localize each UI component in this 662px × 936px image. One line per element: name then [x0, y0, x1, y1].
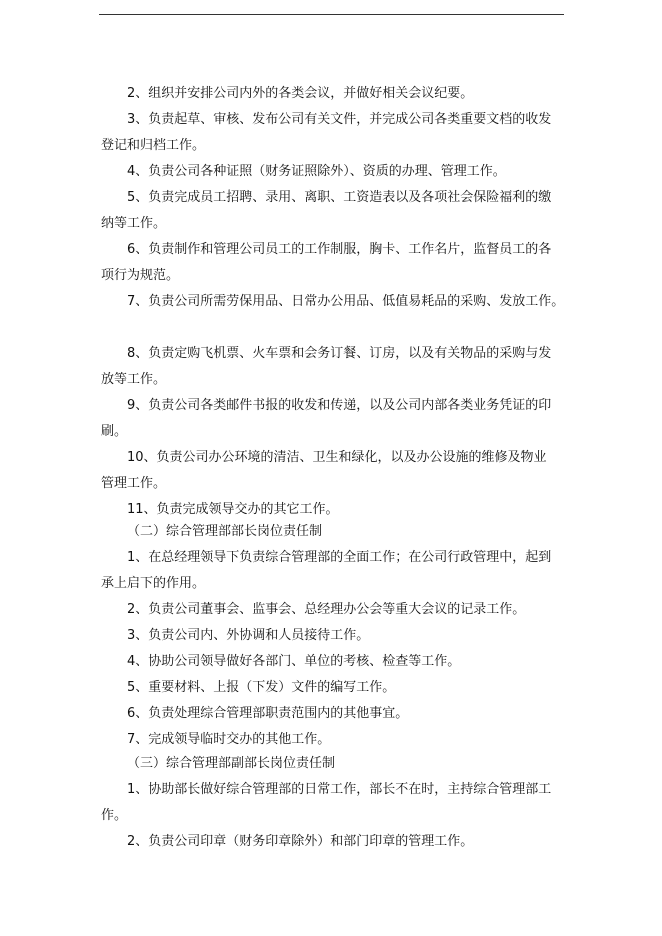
- paragraph-line: 管理工作。: [101, 476, 167, 491]
- paragraph-line: 6、负责处理综合管理部职责范围内的其他事宜。: [127, 706, 409, 721]
- paragraph-line: 1、在总经理领导下负责综合管理部的全面工作；在公司行政管理中，起到: [127, 550, 552, 565]
- paragraph-line: 6、负责制作和管理公司员工的工作制服，胸卡、工作名片，监督员工的各: [127, 242, 552, 257]
- paragraph-line: 5、负责完成员工招聘、录用、离职、工资造表以及各项社会保险福利的缴: [127, 190, 552, 205]
- paragraph-line: 1、协助部长做好综合管理部的日常工作，部长不在时，主持综合管理部工: [127, 782, 552, 797]
- paragraph-line: 8、负责定购飞机票、火车票和会务订餐、订房，以及有关物品的采购与发: [127, 346, 552, 361]
- paragraph-line: 3、负责起草、审核、发布公司有关文件，并完成公司各类重要文档的收发: [127, 112, 552, 127]
- paragraph-line: 11、负责完成领导交办的其它工作。: [127, 502, 339, 517]
- paragraph-line: 2、负责公司董事会、监事会、总经理办公会等重大会议的记录工作。: [127, 602, 526, 617]
- paragraph-line: 纳等工作。: [101, 216, 167, 231]
- paragraph-line: 承上启下的作用。: [101, 576, 206, 591]
- paragraph-line: 5、重要材料、上报（下发）文件的编写工作。: [127, 680, 396, 695]
- paragraph-line: 4、负责公司各种证照（财务证照除外）、资质的办理、管理工作。: [127, 164, 506, 179]
- paragraph-line: 2、组织并安排公司内外的各类会议，并做好相关会议纪要。: [127, 86, 474, 101]
- paragraph-line: 4、协助公司领导做好各部门、单位的考核、检查等工作。: [127, 654, 461, 669]
- paragraph-line: 7、完成领导临时交办的其他工作。: [127, 732, 331, 747]
- paragraph-line: 3、负责公司内、外协调和人员接待工作。: [127, 628, 370, 643]
- section-heading: （三）综合管理部副部长岗位责任制: [127, 756, 336, 771]
- paragraph-line: 项行为规范。: [101, 268, 180, 283]
- paragraph-line: 9、负责公司各类邮件书报的收发和传递，以及公司内部各类业务凭证的印: [127, 398, 552, 413]
- header-rule: [99, 14, 564, 15]
- paragraph-line: 放等工作。: [101, 372, 167, 387]
- paragraph-line: 10、负责公司办公环境的清洁、卫生和绿化，以及办公设施的维修及物业: [127, 450, 547, 465]
- paragraph-line: 7、负责公司所需劳保用品、日常办公用品、低值易耗品的采购、发放工作。: [127, 294, 565, 309]
- section-heading: （二）综合管理部部长岗位责任制: [127, 524, 323, 539]
- paragraph-line: 作。: [101, 808, 128, 823]
- paragraph-line: 登记和归档工作。: [101, 138, 206, 153]
- paragraph-line: 刷。: [101, 424, 128, 439]
- paragraph-line: 2、负责公司印章（财务印章除外）和部门印章的管理工作。: [127, 834, 474, 849]
